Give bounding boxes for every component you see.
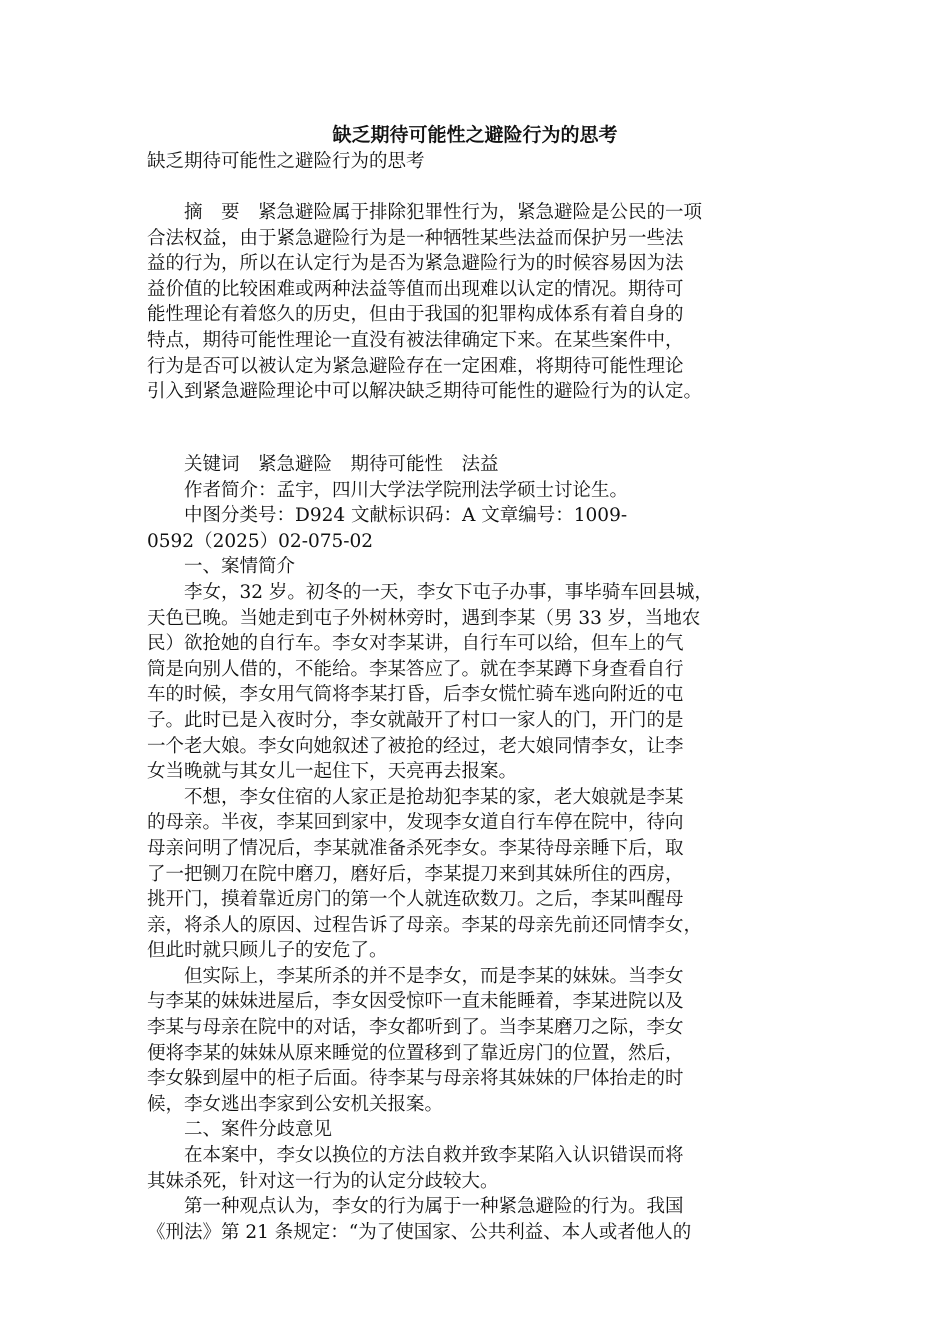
body-line: 作者简介：孟宇，四川大学法学院刑法学硕士讨论生。: [147, 479, 629, 501]
body-line: 筒是向别人借的，不能给。李某答应了。就在李某蹲下身查看自行: [147, 658, 684, 680]
abstract-line: 特点，期待可能性理论一直没有被法律确定下来。在某些案件中，: [147, 329, 684, 351]
body-line: 李女躲到屋中的柜子后面。待李某与母亲将其妹妹的尸体抬走的时: [147, 1068, 684, 1090]
body-line: 李某与母亲在院中的对话，李女都听到了。当李某磨刀之际，李女: [147, 1017, 684, 1039]
body-line: 母亲问明了情况后，李某就准备杀死李女。李某待母亲睡下后，取: [147, 837, 684, 859]
abstract-line: 益价值的比较困难或两种法益等值而出现难以认定的情况。期待可: [147, 278, 684, 300]
body-line: 中图分类号：D924 文献标识码：A 文章编号：1009-: [147, 505, 628, 527]
abstract-line: 行为是否可以被认定为紧急避险存在一定困难，将期待可能性理论: [147, 355, 684, 377]
body-line: 与李某的妹妹进屋后，李女因受惊吓一直未能睡着，李某进院以及: [147, 991, 684, 1013]
body-line: 李女，32 岁。初冬的一天，李女下屯子办事，事毕骑车回县城，: [147, 581, 713, 603]
body-line: 民）欲抢她的自行车。李女对李某讲，自行车可以给，但车上的气: [147, 633, 684, 655]
body-line: 一、案情简介: [147, 556, 296, 578]
document-subtitle: 缺乏期待可能性之避险行为的思考: [147, 151, 425, 172]
abstract-section: [147, 200, 827, 405]
body-line: 其妹杀死，针对这一行为的认定分歧较大。: [147, 1170, 499, 1192]
body-line: 但此时就只顾儿子的安危了。: [147, 940, 388, 962]
body-line: 天色已晚。当她走到屯子外树林旁时，遇到李某（男 33 岁，当地农: [147, 607, 701, 629]
abstract-line: 摘 要 紧急避险属于排除犯罪性行为，紧急避险是公民的一项: [147, 202, 703, 223]
abstract-line: 益的行为，所以在认定行为是否为紧急避险行为的时候容易因为法: [147, 253, 684, 275]
body-line: 关键词 紧急避险 期待可能性 法益: [147, 454, 499, 475]
body-line: 车的时候，李女用气筒将李某打昏，后李女慌忙骑车逃向附近的屯: [147, 684, 684, 706]
abstract-line: 引入到紧急避险理论中可以解决缺乏期待可能性的避险行为的认定。: [147, 381, 703, 403]
body-line: 女当晚就与其女儿一起住下，天亮再去报案。: [147, 761, 518, 783]
body-line: 0592（2025）02-075-02: [147, 530, 374, 552]
abstract-line: 能性理论有着悠久的历史，但由于我国的犯罪构成体系有着自身的: [147, 304, 684, 326]
body-line: 亲，将杀人的原因、过程告诉了母亲。李某的母亲先前还同情李女，: [147, 914, 703, 936]
body-line: 二、案件分歧意见: [147, 1119, 333, 1141]
document-title: 缺乏期待可能性之避险行为的思考: [332, 124, 618, 146]
body-line: 不想，李女住宿的人家正是抢劫犯李某的家，老大娘就是李某: [147, 786, 684, 808]
body-line: 《刑法》第 21 条规定：“为了使国家、公共利益、本人或者他人的: [147, 1221, 692, 1243]
body-line: 子。此时已是入夜时分，李女就敲开了村口一家人的门，开门的是: [147, 709, 684, 731]
body-section: [147, 452, 827, 1245]
abstract-line: 合法权益，由于紧急避险行为是一种牺牲某些法益而保护另一些法: [147, 227, 684, 249]
body-line: 了一把铡刀在院中磨刀，磨好后，李某提刀来到其妹所住的西房，: [147, 863, 684, 885]
body-line: 一个老大娘。李女向她叙述了被抢的经过，老大娘同情李女，让李: [147, 735, 684, 757]
body-line: 在本案中，李女以换位的方法自救并致李某陷入认识错误而将: [147, 1145, 684, 1167]
body-line: 候，李女逃出李家到公安机关报案。: [147, 1093, 444, 1115]
body-line: 第一种观点认为，李女的行为属于一种紧急避险的行为。我国: [147, 1196, 684, 1218]
body-line: 便将李某的妹妹从原来睡觉的位置移到了靠近房门的位置，然后，: [147, 1042, 684, 1064]
body-line: 挑开门，摸着靠近房门的第一个人就连砍数刀。之后，李某叫醒母: [147, 889, 684, 911]
body-line: 但实际上，李某所杀的并不是李女，而是李某的妹妹。当李女: [147, 965, 684, 987]
body-line: 的母亲。半夜，李某回到家中，发现李女道自行车停在院中，待向: [147, 812, 684, 834]
